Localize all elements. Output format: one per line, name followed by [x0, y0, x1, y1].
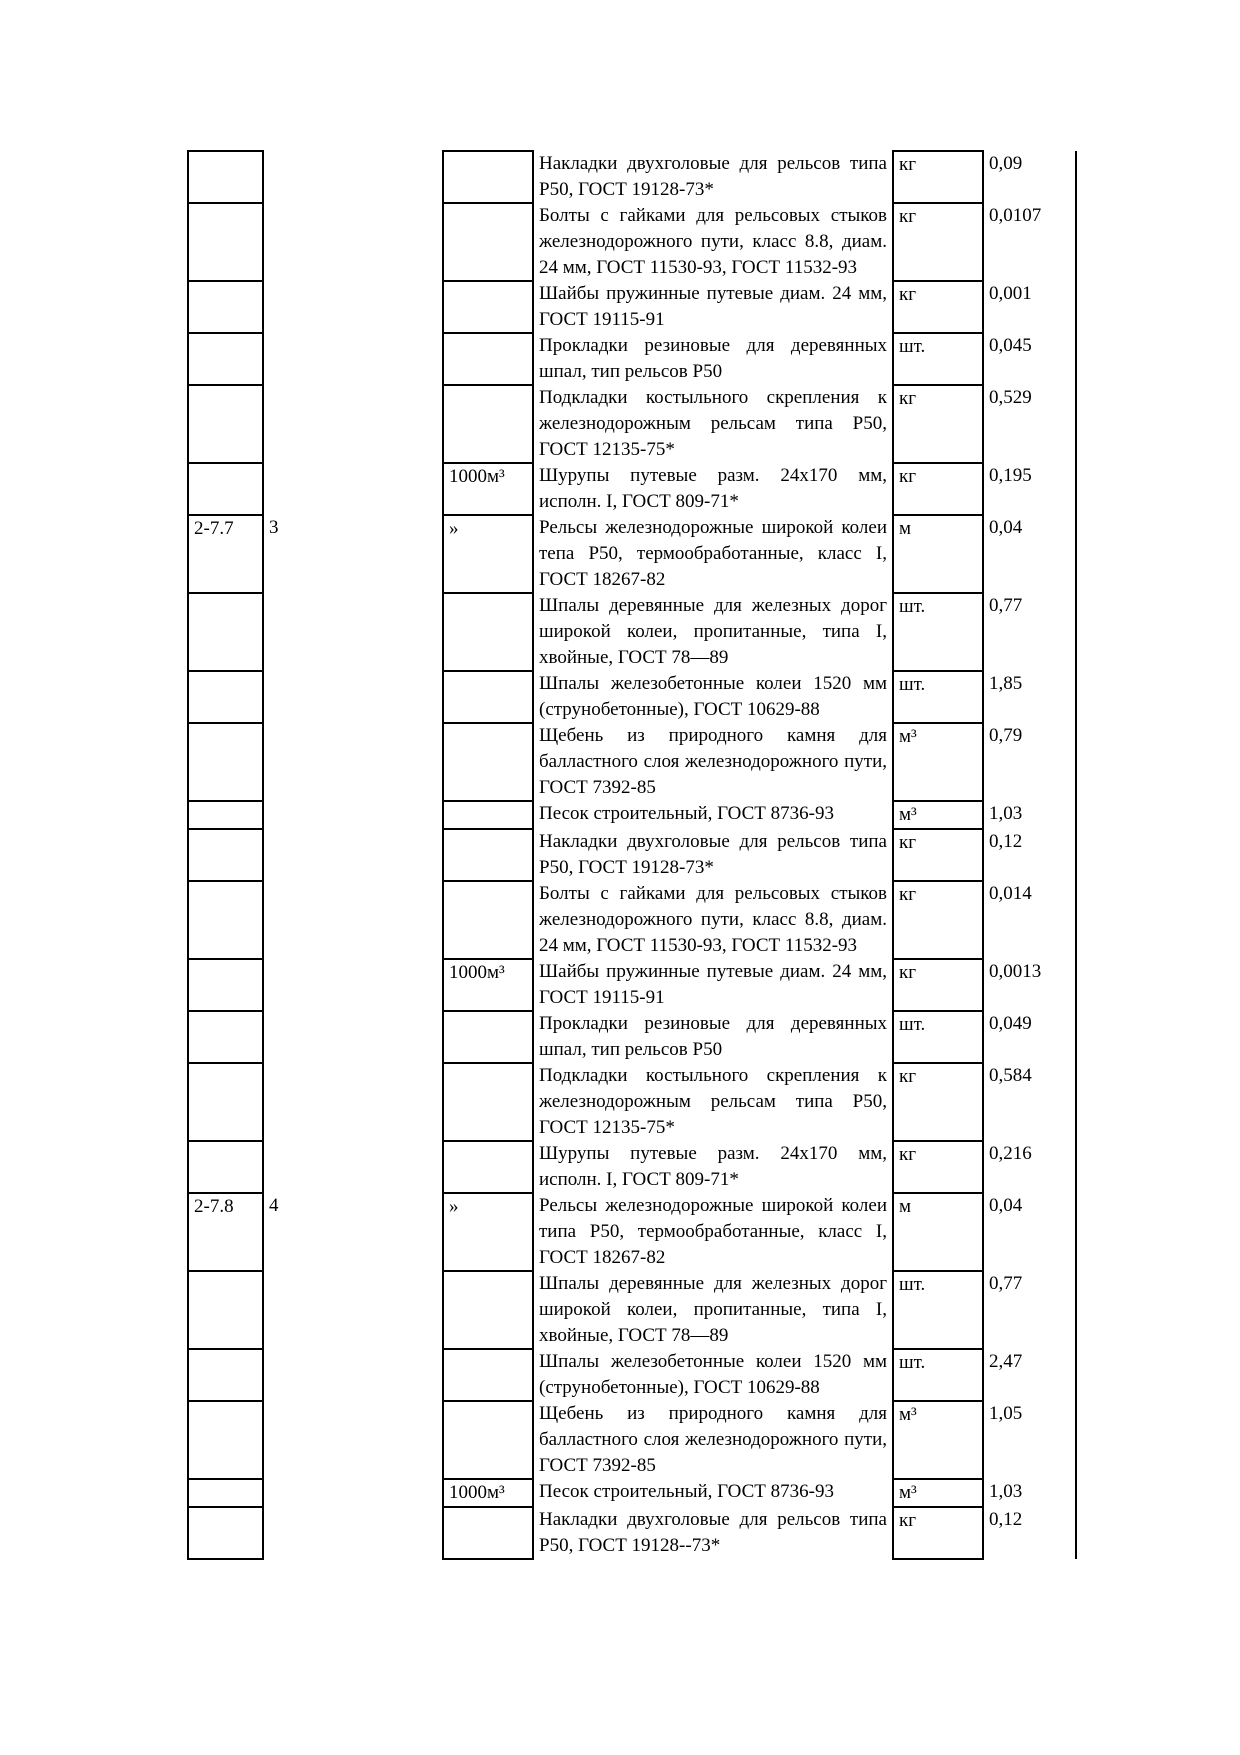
row-resource-name-cell: Шпалы железобетонные колеи 1520 мм (струнобетонные), ГОСТ 10629-88 [539, 1351, 887, 1398]
row-measure-unit-cell [443, 671, 533, 723]
row-unit-cell: м³ [893, 1401, 983, 1479]
row-resource-name-cell: Болты с гайками для рельсовых стыков железнодорожного пути, класс 8.8, диам. 24 мм, ГОСТ 11530-93, ГОСТ 11532-93 [539, 883, 887, 956]
row-code-cell [188, 593, 263, 671]
row-unit-cell: шт. [893, 1011, 983, 1063]
row-number-cell [263, 1271, 443, 1349]
row-quantity-cell: 0,79 [983, 723, 1076, 801]
row-measure-unit-cell: 1000м³ [443, 463, 533, 515]
row-code-cell [188, 723, 263, 801]
table-row [188, 959, 1076, 1011]
row-unit-cell: кг [893, 1141, 983, 1193]
row-code-cell [188, 959, 263, 1011]
row-code-cell: 2-7.7 [188, 515, 263, 593]
row-measure-unit-cell [443, 1011, 533, 1063]
row-unit-cell: кг [893, 151, 983, 203]
table-row [188, 723, 1076, 801]
row-number-cell [263, 463, 443, 515]
row-quantity-cell: 0,584 [983, 1063, 1076, 1141]
row-code-cell [188, 1401, 263, 1479]
row-resource-name-cell: Шайбы пружинные путевые диам. 24 мм, ГОСТ 19115-91 [539, 961, 887, 1008]
table-row [188, 829, 1076, 881]
row-number-cell [263, 723, 443, 801]
row-number-cell [263, 1063, 443, 1141]
table-row [188, 801, 1076, 829]
row-number-cell [263, 881, 443, 959]
row-measure-unit-cell: 1000м³ [443, 1479, 533, 1507]
row-resource-name-cell: Шпалы железобетонные колеи 1520 мм (струнобетонные), ГОСТ 10629-88 [539, 673, 887, 720]
row-number-cell [263, 593, 443, 671]
row-measure-unit-cell [443, 385, 533, 463]
table-row [188, 1401, 1076, 1479]
row-unit-cell: м³ [893, 801, 983, 829]
row-resource-name-cell: Накладки двухголовые для рельсов типа Р50, ГОСТ 19128-73* [539, 153, 887, 200]
row-unit-cell: шт. [893, 333, 983, 385]
row-code-cell: 2-7.8 [188, 1193, 263, 1271]
row-measure-unit-cell [443, 281, 533, 333]
row-code-cell [188, 801, 263, 829]
row-quantity-cell: 0,09 [983, 151, 1076, 203]
row-measure-unit-cell [443, 1401, 533, 1479]
row-resource-name-cell: Рельсы железнодорожные широкой колеи тепа Р50, термообработанные, класс I, ГОСТ 18267-82 [539, 517, 887, 590]
table-row [188, 1507, 1076, 1559]
row-resource-name-cell: Подкладки костыльного скрепления к железнодорожным рельсам типа Р50, ГОСТ 12135-75* [539, 1065, 887, 1138]
row-unit-cell: кг [893, 829, 983, 881]
row-measure-unit-cell [443, 1141, 533, 1193]
row-measure-unit-cell [443, 593, 533, 671]
row-unit-cell: м [893, 515, 983, 593]
row-code-cell [188, 829, 263, 881]
row-code-cell [188, 203, 263, 281]
document-sheet [187, 150, 1077, 1560]
materials-table [187, 150, 1077, 1560]
row-number-cell [263, 385, 443, 463]
table-row [188, 385, 1076, 463]
row-code-cell [188, 1349, 263, 1401]
row-measure-unit-cell [443, 1271, 533, 1349]
row-resource-name-cell: Песок строительный, ГОСТ 8736-93 [539, 1481, 834, 1502]
row-code-cell [188, 1507, 263, 1559]
row-unit-cell: м³ [893, 723, 983, 801]
table-row [188, 1349, 1076, 1401]
row-number-cell [263, 281, 443, 333]
row-measure-unit-cell [443, 881, 533, 959]
table-row [188, 463, 1076, 515]
row-unit-cell: кг [893, 385, 983, 463]
row-number-cell [263, 1011, 443, 1063]
row-resource-name-cell: Шайбы пружинные путевые диам. 24 мм, ГОСТ 19115-91 [539, 283, 887, 330]
row-quantity-cell: 0,0107 [983, 203, 1076, 281]
table-row [188, 1011, 1076, 1063]
row-code-cell [188, 1063, 263, 1141]
row-quantity-cell: 0,014 [983, 881, 1076, 959]
row-number-cell [263, 333, 443, 385]
row-quantity-cell: 0,049 [983, 1011, 1076, 1063]
row-quantity-cell: 0,195 [983, 463, 1076, 515]
row-measure-unit-cell: » [443, 515, 533, 593]
row-code-cell [188, 281, 263, 333]
row-quantity-cell: 0,001 [983, 281, 1076, 333]
row-unit-cell: м³ [893, 1479, 983, 1507]
row-number-cell [263, 671, 443, 723]
row-resource-name-cell: Щебень из природного камня для балластного слоя железнодорожного пути, ГОСТ 7392-85 [539, 1403, 887, 1476]
row-unit-cell: кг [893, 881, 983, 959]
row-quantity-cell: 0,04 [983, 1193, 1076, 1271]
row-number-cell [263, 1479, 443, 1507]
row-number-cell [263, 1401, 443, 1479]
row-measure-unit-cell [443, 333, 533, 385]
row-quantity-cell: 0,529 [983, 385, 1076, 463]
table-row [188, 1271, 1076, 1349]
row-resource-name-cell: Шпалы деревянные для железных дорог широкой колеи, пропитанные, типа I, хвойные, ГОСТ 78—89 [539, 1273, 887, 1346]
row-measure-unit-cell: 1000м³ [443, 959, 533, 1011]
row-unit-cell: кг [893, 463, 983, 515]
row-quantity-cell: 0,77 [983, 593, 1076, 671]
row-code-cell [188, 463, 263, 515]
materials-table-body [188, 151, 1076, 1559]
table-row [188, 333, 1076, 385]
row-measure-unit-cell: » [443, 1193, 533, 1271]
row-measure-unit-cell [443, 1063, 533, 1141]
row-resource-name-cell: Рельсы железнодорожные широкой колеи типа Р50, термообработанные, класс I, ГОСТ 18267-82 [539, 1195, 887, 1268]
table-row [188, 203, 1076, 281]
row-quantity-cell: 1,05 [983, 1401, 1076, 1479]
row-quantity-cell: 1,03 [983, 1479, 1076, 1507]
table-row [188, 593, 1076, 671]
row-resource-name-cell: Шурупы путевые разм. 24х170 мм, исполн. I, ГОСТ 809-71* [539, 465, 887, 512]
row-measure-unit-cell [443, 203, 533, 281]
row-unit-cell: кг [893, 203, 983, 281]
row-quantity-cell: 1,03 [983, 801, 1076, 829]
row-unit-cell: шт. [893, 1349, 983, 1401]
row-measure-unit-cell [443, 723, 533, 801]
row-code-cell [188, 881, 263, 959]
row-quantity-cell: 0,77 [983, 1271, 1076, 1349]
row-number-cell [263, 1141, 443, 1193]
row-unit-cell: кг [893, 1063, 983, 1141]
table-row [188, 281, 1076, 333]
row-resource-name-cell: Прокладки резиновые для деревянных шпал, тип рельсов Р50 [539, 335, 887, 382]
row-code-cell [188, 671, 263, 723]
row-resource-name-cell: Накладки двухголовые для рельсов типа Р50, ГОСТ 19128--73* [539, 1509, 887, 1556]
row-code-cell [188, 1141, 263, 1193]
row-measure-unit-cell [443, 829, 533, 881]
table-row [188, 1063, 1076, 1141]
row-resource-name-cell: Шпалы деревянные для железных дорог широкой колеи, пропитанные, типа I, хвойные, ГОСТ 78—89 [539, 595, 887, 668]
row-number-cell [263, 203, 443, 281]
row-unit-cell: шт. [893, 1271, 983, 1349]
row-measure-unit-cell [443, 151, 533, 203]
row-unit-cell: шт. [893, 671, 983, 723]
row-code-cell [188, 1011, 263, 1063]
row-number-cell: 3 [269, 517, 279, 538]
table-row [188, 1141, 1076, 1193]
row-measure-unit-cell [443, 1349, 533, 1401]
row-number-cell [263, 151, 443, 203]
row-unit-cell: кг [893, 1507, 983, 1559]
row-quantity-cell: 2,47 [983, 1349, 1076, 1401]
row-code-cell [188, 1271, 263, 1349]
row-resource-name-cell: Подкладки костыльного скрепления к железнодорожным рельсам типа Р50, ГОСТ 12135-75* [539, 387, 887, 460]
row-measure-unit-cell [443, 801, 533, 829]
row-number-cell [263, 1507, 443, 1559]
table-row [188, 515, 1076, 593]
row-quantity-cell: 0,12 [983, 1507, 1076, 1559]
row-quantity-cell: 0,045 [983, 333, 1076, 385]
table-row [188, 671, 1076, 723]
row-quantity-cell: 0,12 [983, 829, 1076, 881]
row-code-cell [188, 385, 263, 463]
row-number-cell [263, 1349, 443, 1401]
row-unit-cell: м [893, 1193, 983, 1271]
row-resource-name-cell: Щебень из природного камня для балластного слоя железнодорожного пути, ГОСТ 7392-85 [539, 725, 887, 798]
row-code-cell [188, 151, 263, 203]
row-code-cell [188, 333, 263, 385]
row-quantity-cell: 0,0013 [983, 959, 1076, 1011]
row-code-cell [188, 1479, 263, 1507]
row-resource-name-cell: Накладки двухголовые для рельсов типа Р50, ГОСТ 19128-73* [539, 831, 887, 878]
row-unit-cell: шт. [893, 593, 983, 671]
row-resource-name-cell: Шурупы путевые разм. 24х170 мм, исполн. I, ГОСТ 809-71* [539, 1143, 887, 1190]
row-quantity-cell: 0,04 [983, 515, 1076, 593]
table-row [188, 151, 1076, 203]
table-row [188, 1479, 1076, 1507]
row-number-cell: 4 [269, 1195, 279, 1216]
row-number-cell [263, 959, 443, 1011]
row-unit-cell: кг [893, 959, 983, 1011]
row-unit-cell: кг [893, 281, 983, 333]
row-number-cell [263, 801, 443, 829]
table-row [188, 1193, 1076, 1271]
row-resource-name-cell: Болты с гайками для рельсовых стыков железнодорожного пути, класс 8.8, диам. 24 мм, ГОСТ 11530-93, ГОСТ 11532-93 [539, 205, 887, 278]
row-quantity-cell: 0,216 [983, 1141, 1076, 1193]
row-measure-unit-cell [443, 1507, 533, 1559]
table-row [188, 881, 1076, 959]
row-resource-name-cell: Песок строительный, ГОСТ 8736-93 [539, 803, 834, 824]
row-resource-name-cell: Прокладки резиновые для деревянных шпал, тип рельсов Р50 [539, 1013, 887, 1060]
row-quantity-cell: 1,85 [983, 671, 1076, 723]
row-number-cell [263, 829, 443, 881]
